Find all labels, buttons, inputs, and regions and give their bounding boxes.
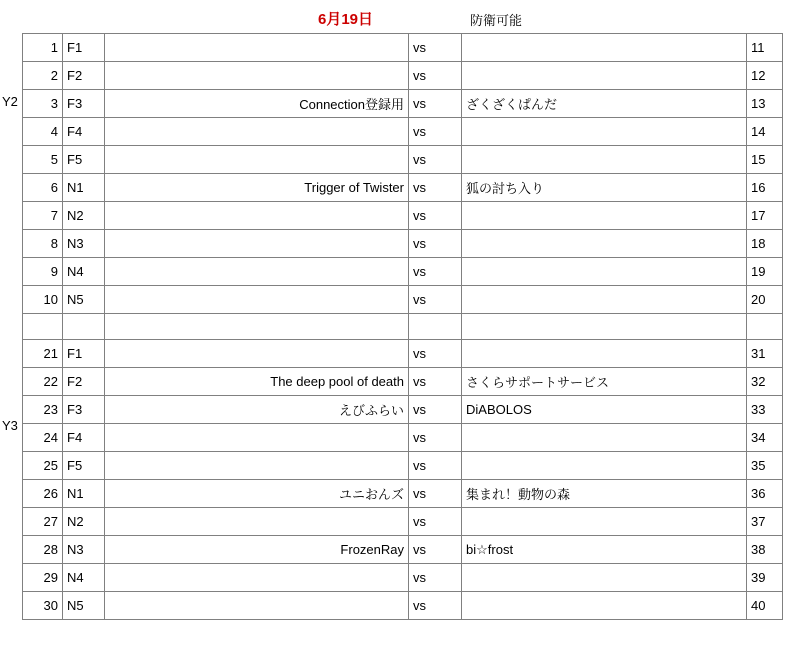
team-left: ユニおんズ [105,480,409,508]
match-number: 25 [23,452,63,480]
team-left [105,564,409,592]
vs-label: vs [409,396,462,424]
table-row [23,368,783,396]
vs-label: vs [409,592,462,620]
match-number: 24 [23,424,63,452]
match-number: 10 [23,286,63,314]
vs-label: vs [409,118,462,146]
group-label-y3: Y3 [2,418,18,433]
team-right [462,564,747,592]
match-number-alt: 35 [747,452,783,480]
table-row [23,508,783,536]
slot-code: N1 [63,480,105,508]
vs-label: vs [409,452,462,480]
team-right: 狐の討ち入り [462,174,747,202]
team-left [105,118,409,146]
team-right [462,592,747,620]
table-row [23,564,783,592]
spacer-cell [462,314,747,340]
page-header [0,8,804,32]
slot-code: F5 [63,146,105,174]
match-number-alt: 16 [747,174,783,202]
vs-label: vs [409,62,462,90]
team-left [105,452,409,480]
match-number-alt: 38 [747,536,783,564]
match-number: 4 [23,118,63,146]
table-row [23,174,783,202]
match-number-alt: 40 [747,592,783,620]
match-number: 27 [23,508,63,536]
match-number: 6 [23,174,63,202]
slot-code: N2 [63,202,105,230]
team-left [105,62,409,90]
spacer-cell [105,314,409,340]
match-number-alt: 14 [747,118,783,146]
table-row [23,452,783,480]
match-number-alt: 12 [747,62,783,90]
vs-label: vs [409,424,462,452]
team-left: The deep pool of death [105,368,409,396]
slot-code: F2 [63,62,105,90]
slot-code: N3 [63,230,105,258]
match-number-alt: 33 [747,396,783,424]
team-right [462,34,747,62]
table-row [23,424,783,452]
vs-label: vs [409,286,462,314]
slot-code: F4 [63,118,105,146]
team-left [105,202,409,230]
slot-code: N2 [63,508,105,536]
match-number-alt: 13 [747,90,783,118]
spacer-cell [23,314,63,340]
spacer-cell [63,314,105,340]
team-left [105,286,409,314]
match-number-alt: 31 [747,340,783,368]
table-row [23,90,783,118]
match-number: 7 [23,202,63,230]
match-number-alt: 32 [747,368,783,396]
header-note: 防衛可能 [470,13,523,28]
team-right [462,146,747,174]
team-right [462,62,747,90]
vs-label: vs [409,368,462,396]
match-number: 29 [23,564,63,592]
match-number-alt: 15 [747,146,783,174]
team-right [462,452,747,480]
team-left [105,34,409,62]
table-row [23,202,783,230]
header-date: 6月19日 [318,11,374,28]
vs-label: vs [409,230,462,258]
slot-code: F2 [63,368,105,396]
vs-label: vs [409,202,462,230]
team-left [105,592,409,620]
table-row [23,258,783,286]
vs-label: vs [409,508,462,536]
team-left [105,258,409,286]
team-left: FrozenRay [105,536,409,564]
match-number: 3 [23,90,63,118]
team-right: DiABOLOS [462,396,747,424]
match-number: 26 [23,480,63,508]
match-number: 30 [23,592,63,620]
match-number: 9 [23,258,63,286]
table-row [23,396,783,424]
team-right: ざくざくぱんだ [462,90,747,118]
slot-code: F1 [63,34,105,62]
team-right [462,202,747,230]
table-row [23,480,783,508]
team-right [462,118,747,146]
match-number: 21 [23,340,63,368]
team-right: bi☆frost [462,536,747,564]
team-right [462,424,747,452]
table-row [23,34,783,62]
vs-label: vs [409,174,462,202]
slot-code: F5 [63,452,105,480]
table-row [23,146,783,174]
vs-label: vs [409,340,462,368]
slot-code: F3 [63,396,105,424]
match-number: 5 [23,146,63,174]
table-row [23,286,783,314]
slot-code: N4 [63,564,105,592]
vs-label: vs [409,146,462,174]
team-left [105,230,409,258]
slot-code: N3 [63,536,105,564]
match-number-alt: 20 [747,286,783,314]
team-left [105,340,409,368]
match-number: 28 [23,536,63,564]
match-number-alt: 19 [747,258,783,286]
match-number-alt: 18 [747,230,783,258]
slot-code: N4 [63,258,105,286]
match-number-alt: 36 [747,480,783,508]
slot-code: F4 [63,424,105,452]
slot-code: N5 [63,286,105,314]
match-number: 8 [23,230,63,258]
team-left: えびふらい [105,396,409,424]
match-number: 23 [23,396,63,424]
slot-code: N5 [63,592,105,620]
spacer-cell [409,314,462,340]
team-left: Connection登録用 [105,90,409,118]
vs-label: vs [409,564,462,592]
table-row [23,62,783,90]
team-right: さくらサポートサービス [462,368,747,396]
slot-code: N1 [63,174,105,202]
match-number-alt: 37 [747,508,783,536]
team-right: 集まれ！動物の森 [462,480,747,508]
match-number: 2 [23,62,63,90]
team-left: Trigger of Twister [105,174,409,202]
team-left [105,146,409,174]
team-right [462,230,747,258]
team-right [462,340,747,368]
vs-label: vs [409,90,462,118]
match-number-alt: 39 [747,564,783,592]
vs-label: vs [409,480,462,508]
match-number-alt: 17 [747,202,783,230]
spacer-cell [747,314,783,340]
vs-label: vs [409,536,462,564]
match-number-alt: 34 [747,424,783,452]
match-number: 22 [23,368,63,396]
match-number-alt: 11 [747,34,783,62]
table-row [23,230,783,258]
match-number: 1 [23,34,63,62]
team-right [462,258,747,286]
table-row [23,592,783,620]
vs-label: vs [409,34,462,62]
match-table [22,33,783,620]
team-right [462,286,747,314]
slot-code: F3 [63,90,105,118]
table-row [23,340,783,368]
group-label-y2: Y2 [2,94,18,109]
team-right [462,508,747,536]
team-left [105,508,409,536]
team-left [105,424,409,452]
vs-label: vs [409,258,462,286]
group-spacer-row [23,314,783,340]
table-row [23,118,783,146]
slot-code: F1 [63,340,105,368]
table-row [23,536,783,564]
